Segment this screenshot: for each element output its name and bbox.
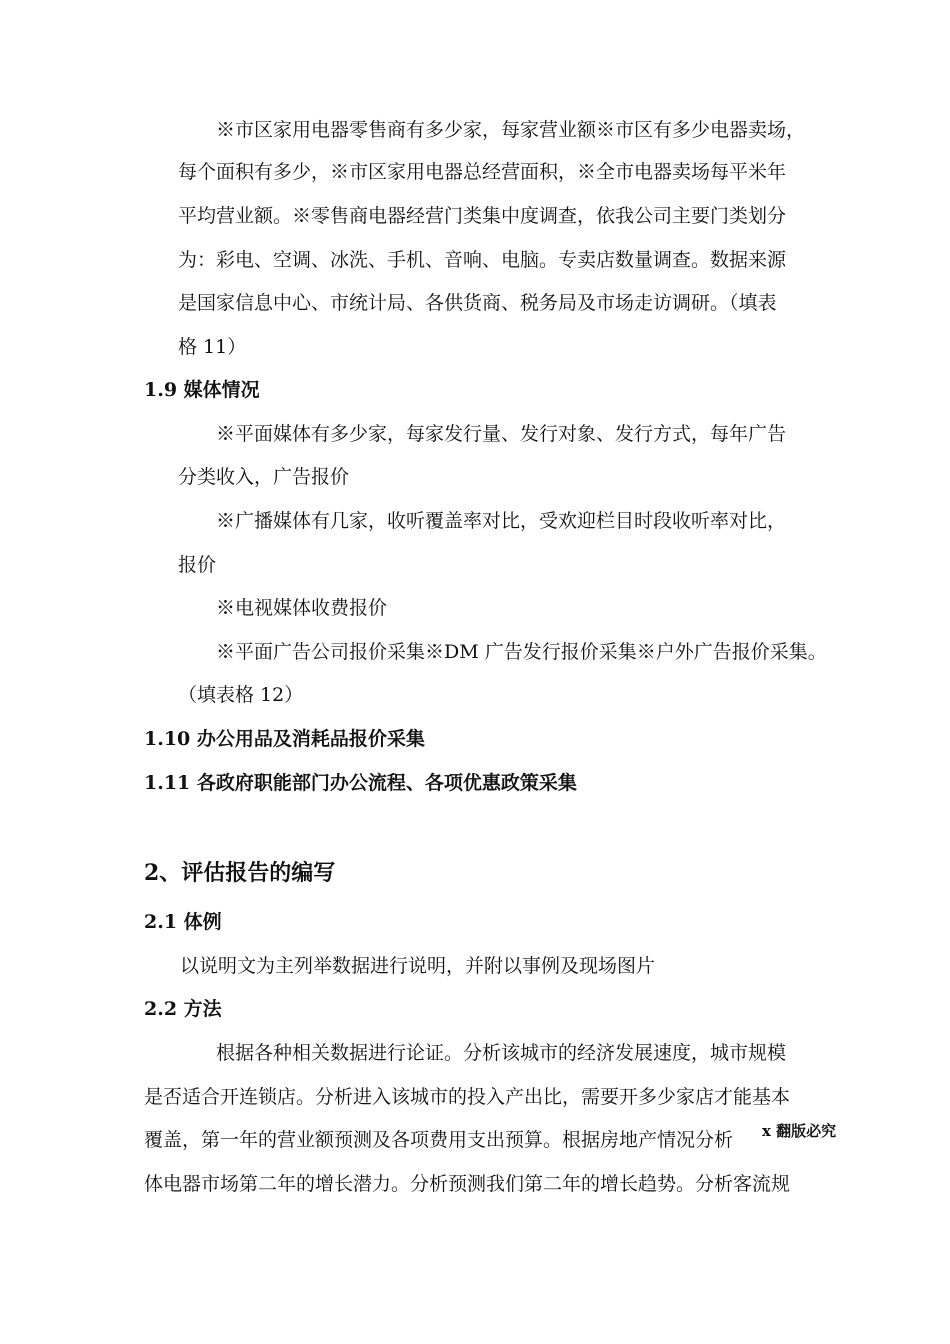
paragraph-line: ※平面广告公司报价采集※DM 广告发行报价采集※户外广告报价采集。	[216, 641, 827, 663]
paragraph-line: 格 11）	[178, 336, 247, 358]
section-title-2: 2、评估报告的编写	[144, 860, 336, 886]
paragraph-line: 平均营业额。※零售商电器经营门类集中度调查，依我公司主要门类划分	[178, 205, 787, 227]
section-heading-1-10: 1.10 办公用品及消耗品报价采集	[144, 728, 425, 750]
stamp-mask	[742, 1132, 754, 1154]
paragraph-line: ※广播媒体有几家，收听覆盖率对比，受欢迎栏目时段收听率对比，	[216, 510, 787, 532]
section-heading-1-9: 1.9 媒体情况	[144, 379, 260, 401]
paragraph-line: 根据各种相关数据进行论证。分析该城市的经济发展速度，城市规模	[216, 1042, 787, 1064]
paragraph-line: ※市区家用电器零售商有多少家，每家营业额※市区有多少电器卖场，	[216, 119, 806, 141]
section-heading-2-2: 2.2 方法	[144, 998, 222, 1020]
paragraph-line: 是国家信息中心、市统计局、各供货商、税务局及市场走访调研。（填表	[178, 292, 777, 314]
section-heading-1-11: 1.11 各政府职能部门办公流程、各项优惠政策采集	[144, 772, 577, 794]
paragraph-line: 是否适合开连锁店。分析进入该城市的投入产出比，需要开多少家店才能基本	[144, 1086, 791, 1108]
paragraph-line: 覆盖，第一年的营业额预测及各项费用支出预算。根据房地产情况分析	[144, 1129, 734, 1151]
paragraph-line: ※电视媒体收费报价	[216, 597, 388, 619]
paragraph-line: 分类收入，广告报价	[178, 466, 350, 488]
paragraph-line: 报价	[178, 554, 217, 576]
copyright-stamp: x 翻版必究	[762, 1122, 837, 1140]
paragraph-line: 每个面积有多少，※市区家用电器总经营面积，※全市电器卖场每平米年	[178, 161, 787, 183]
section-heading-2-1: 2.1 体例	[144, 911, 222, 933]
paragraph-line: 为：彩电、空调、冰洗、手机、音响、电脑。专卖店数量调查。数据来源	[178, 249, 787, 271]
paragraph-line: 体电器市场第二年的增长潜力。分析预测我们第二年的增长趋势。分析客流规	[144, 1173, 791, 1195]
paragraph-line: （填表格 12）	[178, 684, 304, 706]
paragraph-line: ※平面媒体有多少家，每家发行量、发行对象、发行方式，每年广告	[216, 423, 787, 445]
paragraph-line: 以说明文为主列举数据进行说明，并附以事例及现场图片	[180, 955, 656, 977]
